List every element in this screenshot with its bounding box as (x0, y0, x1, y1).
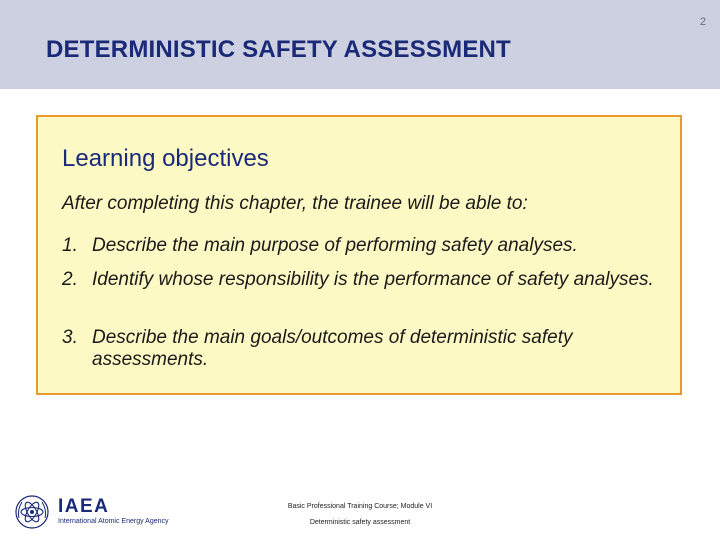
objective-item-2 (62, 269, 662, 291)
footer-course: Basic Professional Training Course; Module VI (287, 503, 433, 510)
objective-text: Describe the main goals/outcomes of deterministic safety assessments. (92, 327, 573, 370)
objective-number: 1. (62, 235, 78, 256)
page-number: 2 (699, 16, 706, 28)
atom-emblem-icon (14, 494, 50, 530)
logo-wordmark: IAEA (58, 496, 110, 517)
objective-text: Describe the main purpose of performing safety analyses. (92, 235, 578, 256)
learning-objectives-box (36, 115, 682, 395)
objective-number: 3. (62, 327, 78, 348)
footer-topic: Deterministic safety assessment (309, 519, 411, 526)
objective-number: 2. (62, 269, 78, 290)
objective-item-3 (62, 327, 662, 371)
slide-title: DETERMINISTIC SAFETY ASSESSMENT (46, 36, 511, 63)
objectives-intro: After completing this chapter, the trainee will be able to: (62, 193, 528, 214)
objective-item-1 (62, 235, 662, 257)
logo-subtext: International Atomic Energy Agency (58, 518, 169, 525)
objectives-heading: Learning objectives (62, 145, 269, 172)
iaea-logo (14, 494, 174, 530)
objective-text: Identify whose responsibility is the performance of safety analyses. (92, 269, 654, 290)
